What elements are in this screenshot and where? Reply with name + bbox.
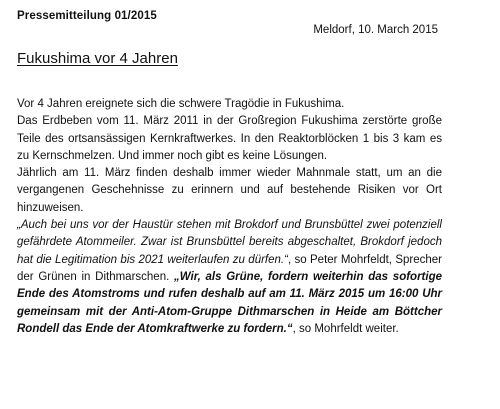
body-text	[17, 96, 442, 338]
quote-call-to-action: „Wir, als Grüne, fordern weiterhin das sofortige Ende des Atomstroms und rufen deshalb auf am 11. März 2015 um 16:00 Uhr gemeinsam mit der Anti-Atom-Gruppe Dithmarschen in Heide am Böttcher Rondell das Ende der Atomkraftwerke zu fordern.“	[17, 270, 442, 335]
quote-brokdorf: „Auch bei uns vor der Haustür stehen mit Brokdorf und Brunsbüttel zwei potenziell gefährdete Atommeiler. Zwar ist Brunsbüttel bereits abgeschaltet, Brokdorf jedoch hat die Legitimation bis 2021 weiterlaufen zu dürfen.“	[17, 219, 442, 266]
paragraph-intro: Vor 4 Jahren ereignete sich die schwere Tragödie in Fukushima.	[17, 98, 345, 110]
paragraph-memorial: Jährlich am 11. März finden deshalb immer wieder Mahnmale statt, um an die vergangenen Geschehnisse zu erinnern und auf bestehende Risiken vor Ort hinzuweisen.	[17, 167, 442, 214]
press-release-label: Pressemitteilung 01/2015	[17, 10, 157, 22]
closing-text: , so Mohrfeldt weiter.	[292, 322, 399, 335]
attribution: , so Peter Mohrfeldt, Sprecher der Grünen in Dithmarschen.	[17, 253, 442, 283]
paragraph-earthquake: Das Erdbeben vom 11. März 2011 in der Großregion Fukushima zerstörte große Teile des ortsansässigen Kernkraftwerkes. In den Reaktorblöcken 1 bis 3 kam es zu Kernschmelzen. Und immer noch gibt es keine Lösungen.	[17, 115, 442, 162]
dateline: Meldorf, 10. March 2015	[313, 24, 438, 36]
paragraph-statement	[17, 217, 442, 338]
headline: Fukushima vor 4 Jahren	[17, 50, 178, 67]
